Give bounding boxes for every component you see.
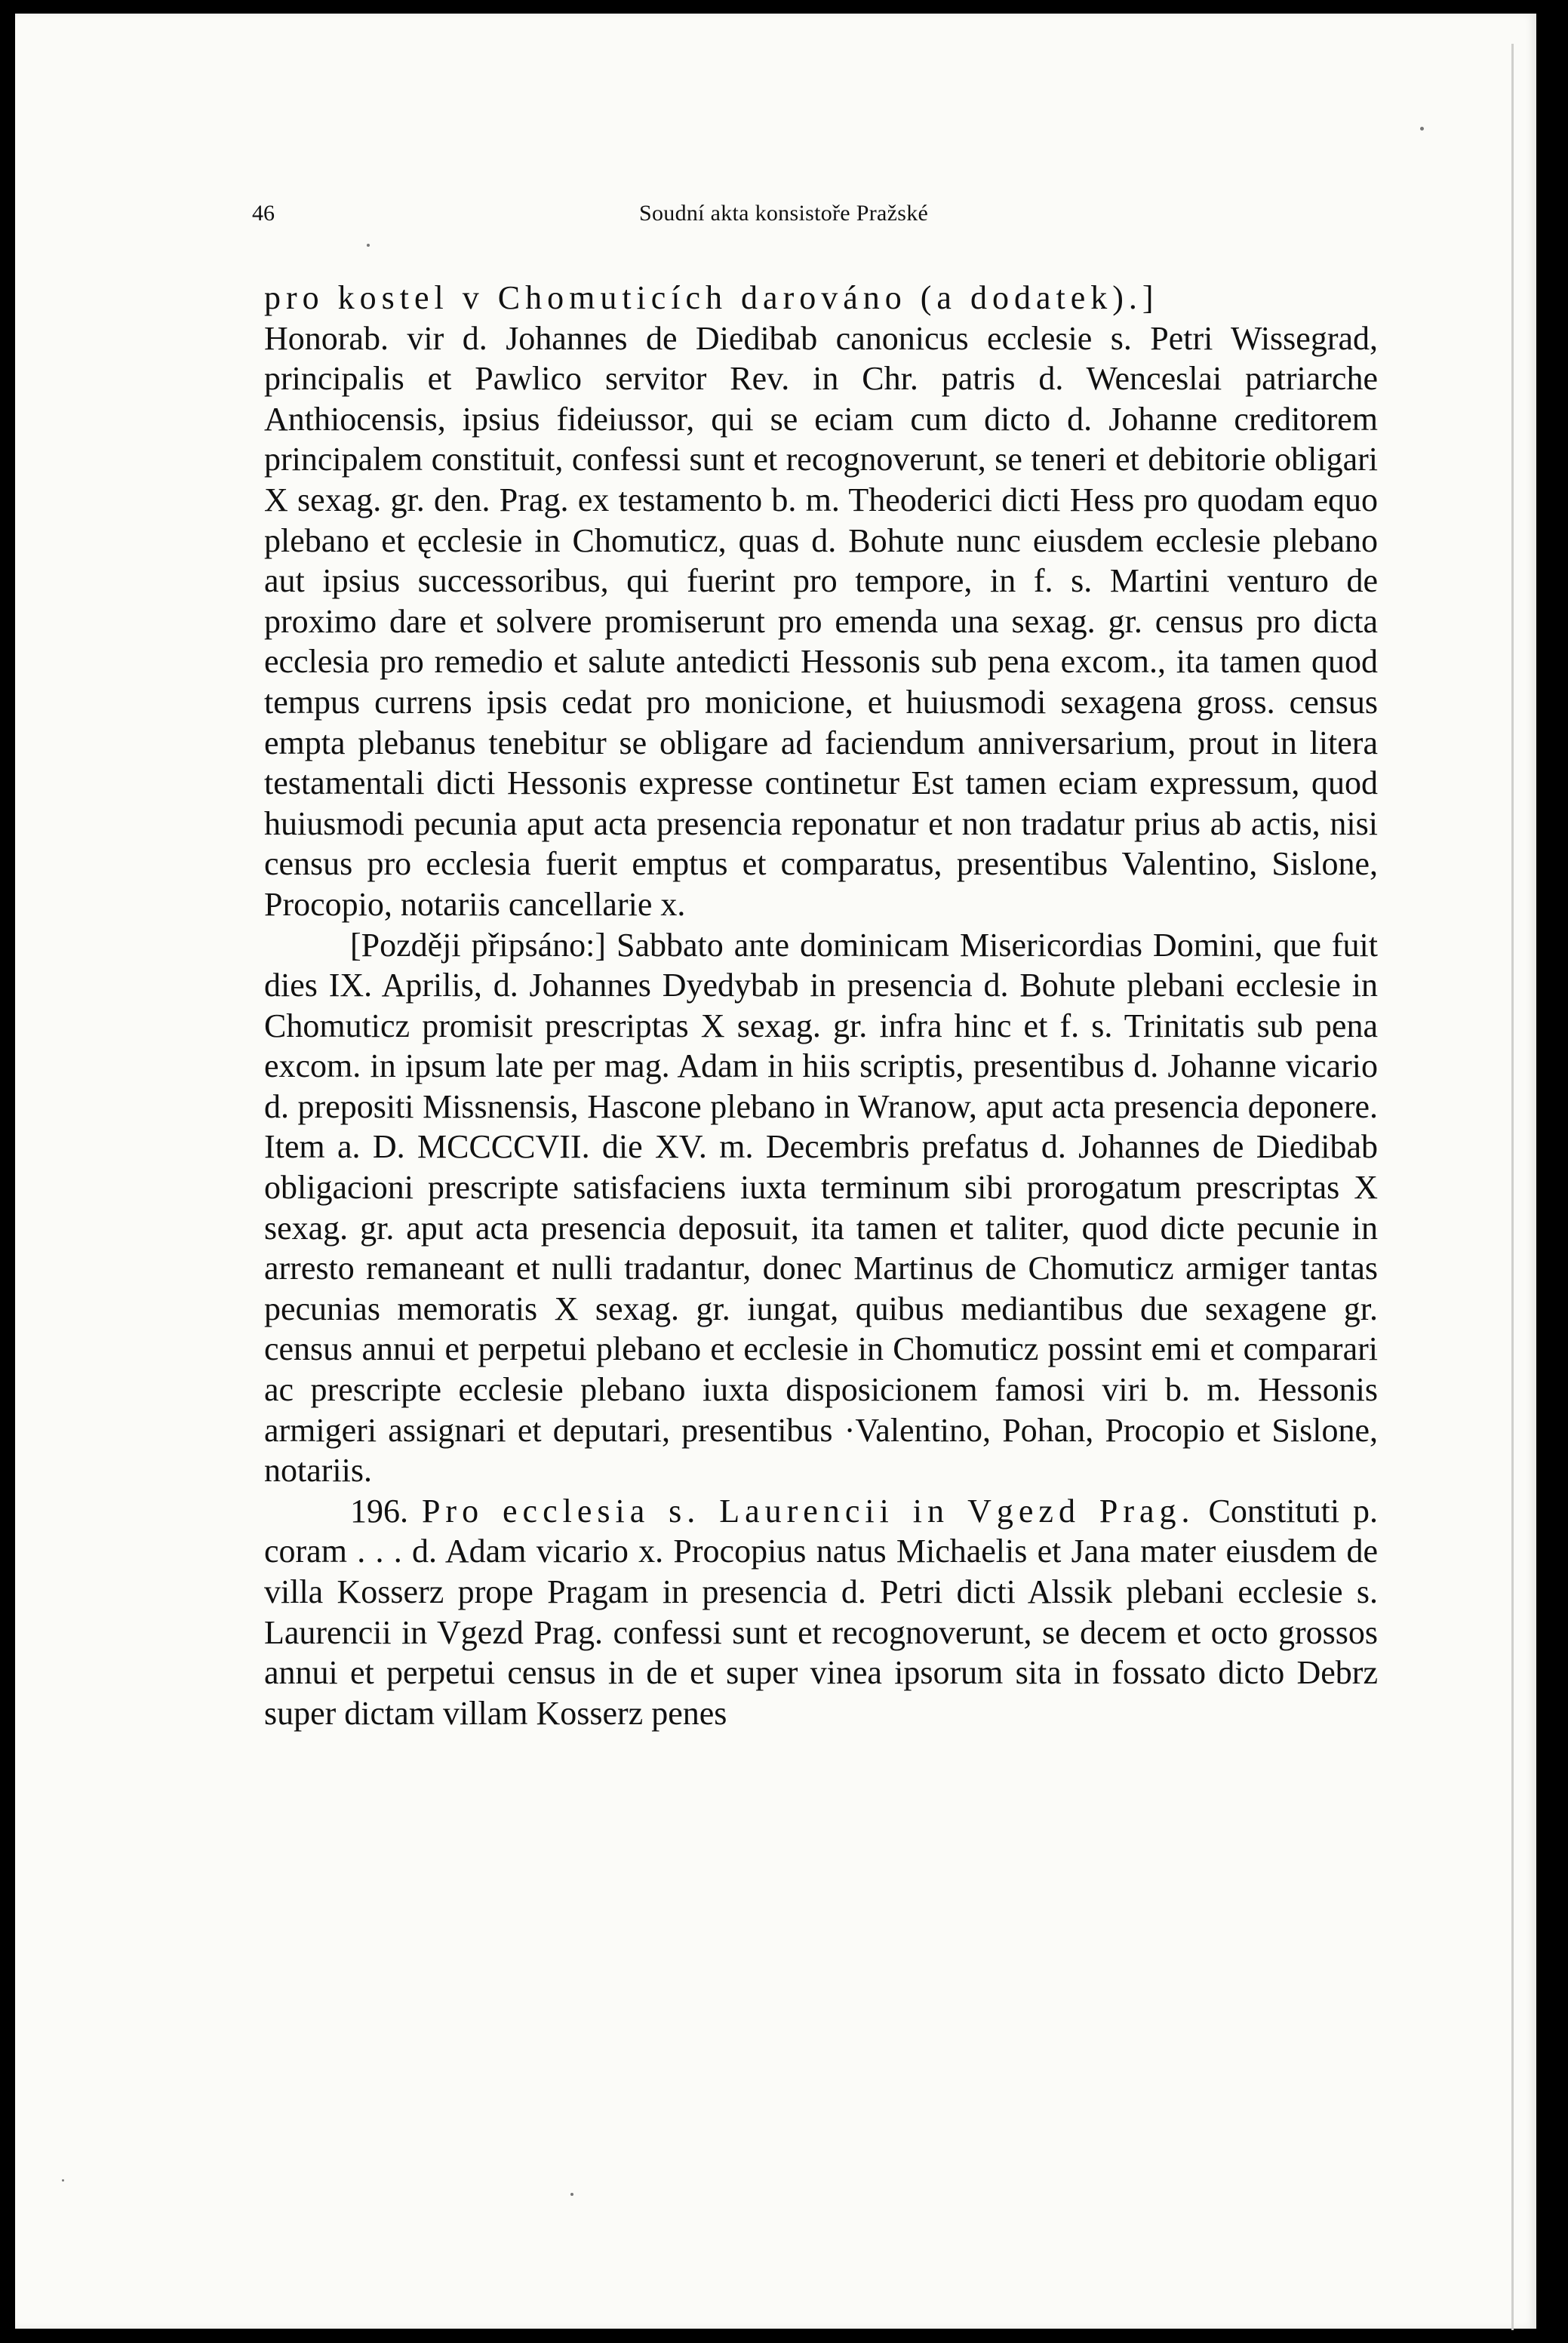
paragraph-entry-196: [264, 1491, 1378, 1734]
scan-speck: [1420, 127, 1424, 131]
paragraph-entry-195: Honorab. vir d. Johannes de Diedibab canonicus ecclesie s. Petri Wissegrad, principalis et Pawlico servitor Rev. in Chr. patris d. Wenceslai patriarche Anthiocensis, ipsius fideiussor, qui se eciam cum dicto d. Johanne creditorem principalem constituit, confessi sunt et recognoverunt, se teneri et debitorie obligari X sexag. gr. den. Prag. ex testamento b. m. Theoderici dicti Hess pro quodam equo plebano et ęcclesie in Chomuticz, quas d. Bohute nunc eiusdem ecclesie plebano aut ipsius successoribus, qui fuerint pro tempore, in f. s. Martini venturo de proximo dare et solvere promiserunt pro emenda una sexag. gr. census pro dicta ecclesia pro remedio et salute antedicti Hessonis sub pena excom., ita tamen quod tempus currens ipsis cedat pro monicione, et huiusmodi sexagena gross. census empta plebanus tenebitur se obligare ad faciendum anniversarium, prout in litera testamentali dicti Hessonis expresse continetur Est tamen eciam expressum, quod huiusmodi pecunia aput acta presencia reponatur et non tradatur prius ab actis, nisi census pro ecclesia fuerit emptus et comparatus, presentibus Valentino, Sislone, Procopio, notariis cancellarie x.: [264, 319, 1378, 923]
page-edge-shadow: [1511, 44, 1514, 2330]
paragraph-later-addition: [Později připsáno:] Sabbato ante dominicam Misericordias Domini, que fuit dies IX. Aprilis, d. Johannes Dyedybab in presencia d. Bohute plebani ecclesie in Chomuticz promisit prescriptas X sexag. gr. infra hinc et f. s. Trinitatis sub pena excom. in ipsum late per mag. Adam in hiis scriptis, presentibus d. Johanne vicario d. prepositi Missnensis, Hascone plebano in Wranow, aput acta presencia deponere. Item a. D. MCCCCVII. die XV. m. Decembris prefatus d. Johannes de Diedibab obligacioni prescripte satisfaciens iuxta terminum sibi prorogatum prescriptas X sexag. gr. aput acta presencia deposuit, ita tamen et taliter, quod dicte pecunie in arresto remaneant et nulli tradantur, donec Martinus de Chomuticz armiger tantas pecunias memoratis X sexag. gr. iungat, quibus mediantibus due sexagene gr. census annui et perpetui plebano et ecclesie in Chomuticz possint emi et comparari ac prescripte ecclesie plebano iuxta disposicionem famosi viri b. m. Hessonis armigeri assignari et deputari, presentibus ·Valentino, Pohan, Procopio et Sislone, notariis.: [264, 926, 1378, 1490]
body-text: [264, 278, 1378, 1733]
entry-text: Constituti p. coram . . . d. Adam vicario x. Procopius natus Michaelis et Jana mater eiusdem de villa Kosserz prope Pragam in presencia d. Petri dicti Alssik plebani ecclesie s. Laurencii in Vgezd Prag. confessi sunt et recognoverunt, se decem et octo grossos annui et perpetui census in de et super vinea ipsorum sita in fossato dicto Debrz super dictam villam Kosserz penes: [264, 1492, 1379, 1732]
heading-continuation: pro kostel v Chomuticích darováno (a dodatek).]: [264, 279, 1159, 316]
scan-speck: [570, 2193, 573, 2196]
running-title: Soudní akta konsistoře Pražské: [639, 201, 929, 226]
entry-title: Pro ecclesia s. Laurencii in Vgezd Prag.: [421, 1492, 1195, 1530]
page-header: [252, 201, 1384, 231]
scanned-page: [15, 14, 1536, 2329]
scan-speck: [367, 244, 370, 247]
entry-number: 196.: [350, 1492, 408, 1530]
page-number: 46: [252, 201, 275, 226]
scan-speck: [62, 2179, 64, 2182]
